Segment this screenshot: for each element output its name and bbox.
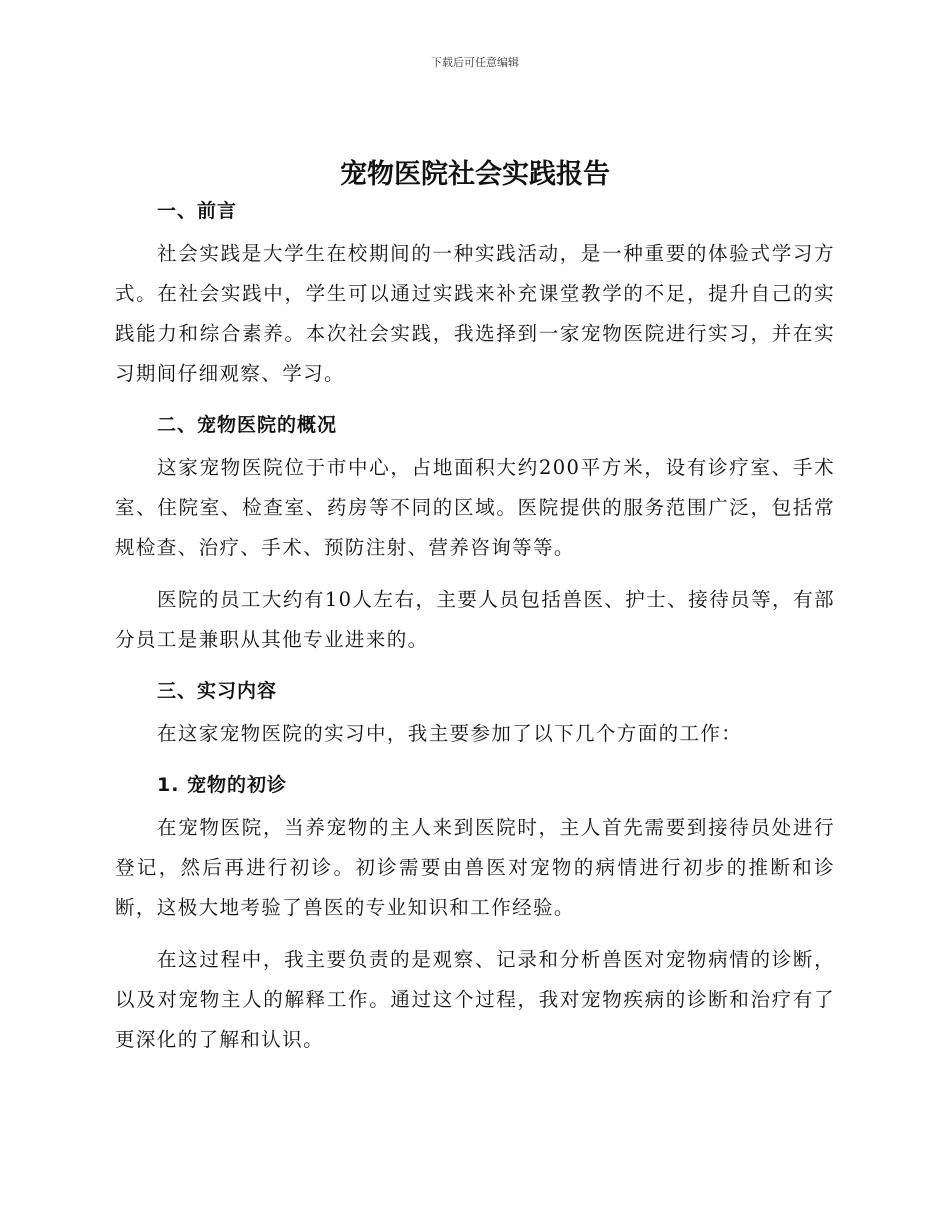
section-heading-internship: 三、实习内容: [157, 680, 278, 702]
paragraph-overview-2: 医院的员工大约有10人左右，主要人员包括兽医、护士、接待员等，有部分员工是兼职从其他专业进来的。: [115, 588, 835, 651]
section-heading-overview: 二、宠物医院的概况: [157, 414, 338, 436]
paragraph-initial-diagnosis-2: 在这过程中，我主要负责的是观察、记录和分析兽医对宠物病情的诊断，以及对宠物主人的解释工作。通过这个过程，我对宠物疾病的诊断和治疗有了更深化的了解和认识。: [115, 948, 835, 1051]
section-heading-preface: 一、前言: [157, 200, 238, 222]
paragraph-overview-1: 这家宠物医院位于市中心，占地面积大约200平方米，设有诊疗室、手术室、住院室、检查室、药房等不同的区域。医院提供的服务范围广泛，包括常规检查、治疗、手术、预防注射、营养咨询等等。: [115, 456, 835, 559]
document-body: [115, 196, 835, 1060]
subsection-heading-initial-diagnosis: 1. 宠物的初诊: [157, 774, 288, 796]
paragraph-internship-intro: 在这家宠物医院的实习中，我主要参加了以下几个方面的工作：: [157, 722, 743, 745]
document-title: 宠物医院社会实践报告: [340, 159, 610, 190]
header-note: 下载后可任意编辑: [431, 56, 519, 69]
paragraph-initial-diagnosis-1: 在宠物医院，当养宠物的主人来到医院时，主人首先需要到接待员处进行登记，然后再进行初诊。初诊需要由兽医对宠物的病情进行初步的推断和诊断，这极大地考验了兽医的专业知识和工作经验。: [115, 816, 835, 919]
paragraph-preface: 社会实践是大学生在校期间的一种实践活动，是一种重要的体验式学习方式。在社会实践中，学生可以通过实践来补充课堂教学的不足，提升自己的实践能力和综合素养。本次社会实践，我选择到一家宠物医院进行实习，并在实习期间仔细观察、学习。: [115, 242, 835, 385]
